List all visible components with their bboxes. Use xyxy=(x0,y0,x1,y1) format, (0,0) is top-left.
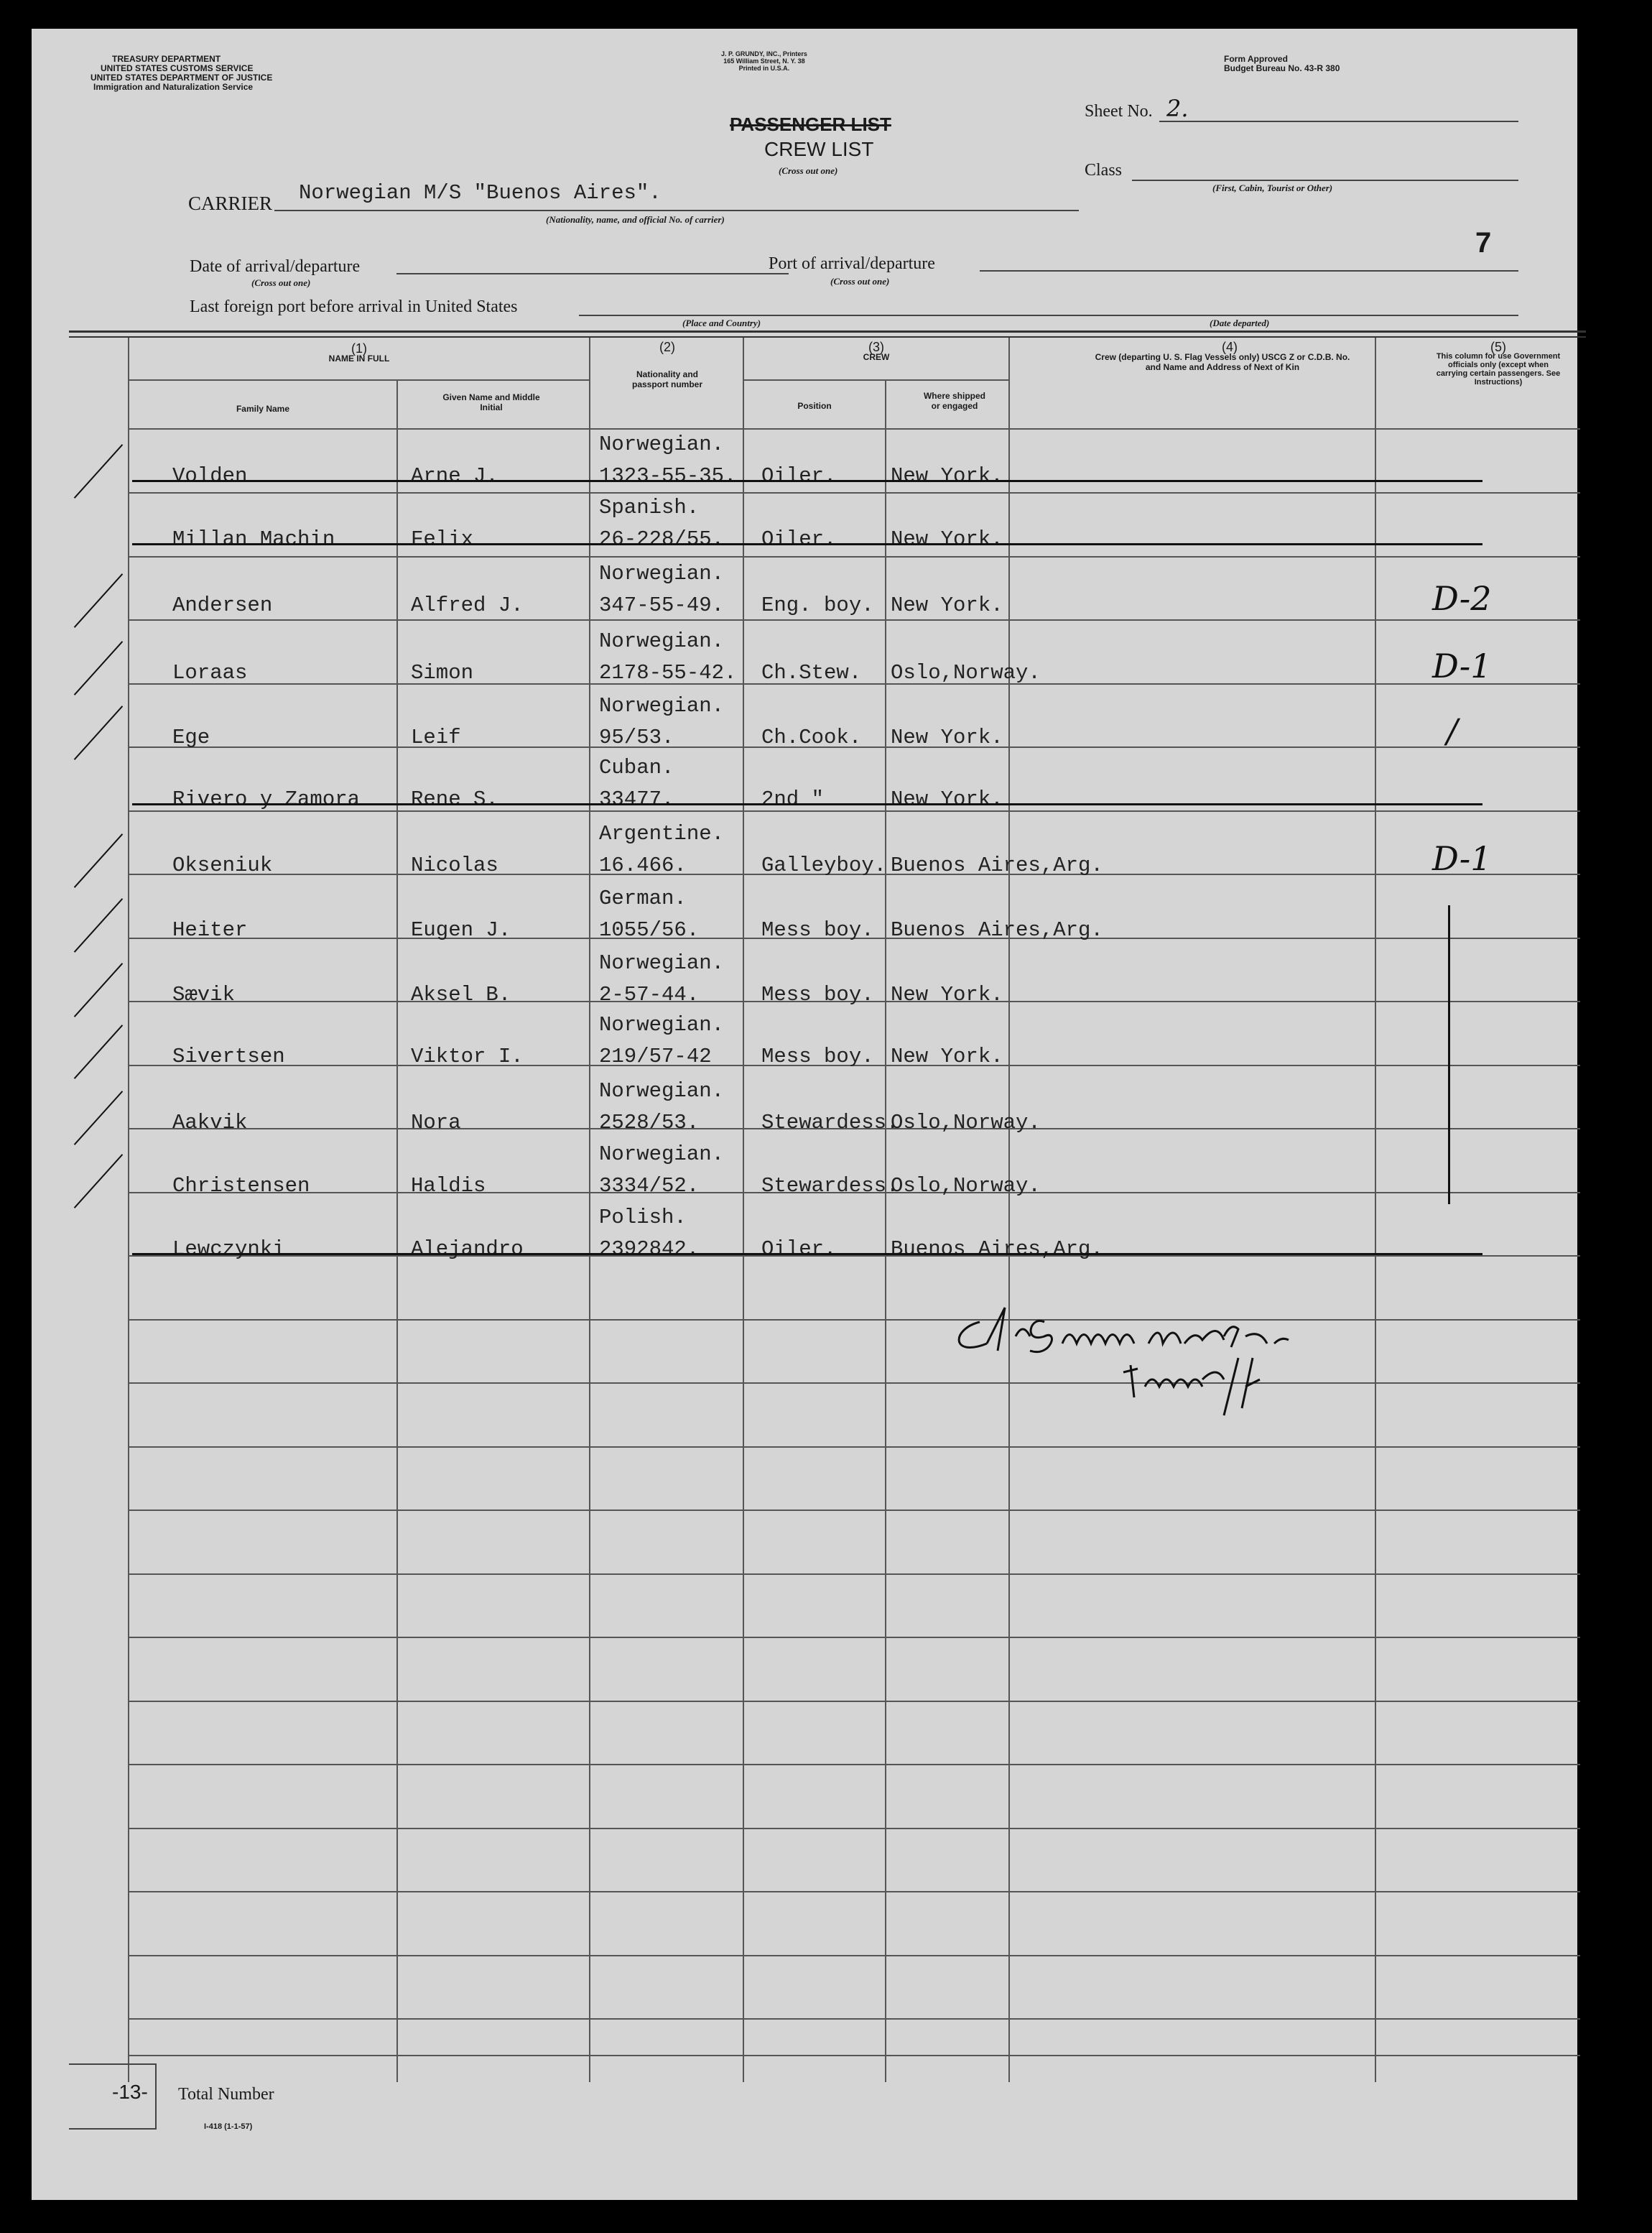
approval-line: Form Approved xyxy=(1224,54,1288,64)
position-cell: Ch.Cook. xyxy=(761,726,862,749)
shipped-header: Where shipped or engaged xyxy=(923,391,985,411)
check-mark xyxy=(74,706,123,760)
cross-out-hint: (Cross out one) xyxy=(779,165,838,176)
position-cell: Oiler. xyxy=(761,464,837,488)
family-name-header: Family Name xyxy=(236,404,290,414)
date-departed-hint: (Date departed) xyxy=(1210,318,1270,328)
check-mark xyxy=(74,1025,123,1079)
passport-number-cell: 1323-55-35. xyxy=(599,464,737,488)
port-label: Port of arrival/departure xyxy=(769,254,935,273)
position-cell: Galleyboy. xyxy=(761,854,887,877)
table-rule xyxy=(129,1955,1580,1956)
table-rule xyxy=(129,2018,1580,2020)
position-cell: Stewardess. xyxy=(761,1111,899,1134)
nationality-cell: Norwegian. xyxy=(599,1013,725,1037)
family-name-cell: Andersen xyxy=(172,593,273,617)
check-mark xyxy=(74,833,123,888)
table-rule xyxy=(129,2055,1580,2056)
agency-line: Immigration and Naturalization Service xyxy=(93,82,254,92)
passport-number-cell: 219/57-42 xyxy=(599,1045,712,1068)
passport-number-cell: 33477. xyxy=(599,787,674,811)
col4-header xyxy=(1093,342,1366,372)
agency-line: UNITED STATES DEPARTMENT OF JUSTICE xyxy=(91,73,273,83)
official-mark: D-2 xyxy=(1432,579,1492,618)
passport-number-cell: 3334/52. xyxy=(599,1174,700,1198)
given-name-cell: Nora xyxy=(411,1111,461,1134)
shipped-where-cell: Buenos Aires,Arg. xyxy=(891,854,1103,877)
position-cell: Mess boy. xyxy=(761,1045,874,1068)
nationality-cell: Norwegian. xyxy=(599,433,725,456)
passport-number-cell: 2528/53. xyxy=(599,1111,700,1134)
col4-number: (4) xyxy=(1222,340,1238,354)
check-mark xyxy=(74,444,123,499)
sheet-value: 2. xyxy=(1166,95,1189,122)
check-mark xyxy=(74,573,123,628)
strike-through-line xyxy=(132,803,1482,805)
table-rule xyxy=(129,1701,1580,1702)
table-rule xyxy=(129,1446,1580,1448)
col4-title: Crew (departing U. S. Flag Vessels only) USCG Z or C.D.B. No. and Name and Address of Next of Kin xyxy=(1095,352,1350,372)
col5-header xyxy=(1426,342,1570,387)
given-name-header: Given Name and Middle Initial xyxy=(442,392,540,412)
family-name-cell: Christensen xyxy=(172,1174,310,1198)
family-name-cell: Sævik xyxy=(172,983,236,1007)
shipped-where-cell: New York. xyxy=(891,787,1003,811)
shipped-where-cell: New York. xyxy=(891,726,1003,749)
nationality-cell: Norwegian. xyxy=(599,1142,725,1166)
passport-number-cell: 16.466. xyxy=(599,854,687,877)
position-cell: 2nd " xyxy=(761,787,825,811)
check-mark xyxy=(74,641,123,695)
nationality-cell: Norwegian. xyxy=(599,951,725,975)
table-rule xyxy=(129,1764,1580,1765)
col1-number: (1) xyxy=(351,341,367,356)
table-rule xyxy=(129,1828,1580,1829)
passport-number-cell: 2178-55-42. xyxy=(599,661,737,685)
col2-header xyxy=(606,342,728,389)
given-name-cell: Aksel B. xyxy=(411,983,511,1007)
total-value: -13- xyxy=(112,2081,148,2103)
given-name-cell: Simon xyxy=(411,661,474,685)
position-cell: Mess boy. xyxy=(761,918,874,942)
given-name-cell: Eugen J. xyxy=(411,918,511,942)
nationality-cell: German. xyxy=(599,887,687,910)
agency-block xyxy=(69,55,272,92)
check-mark xyxy=(74,1091,123,1145)
shipped-where-cell: New York. xyxy=(891,464,1003,488)
form-number: I-418 (1-1-57) xyxy=(204,2122,253,2131)
passport-number-cell: 26-228/55. xyxy=(599,527,725,551)
nationality-cell: Spanish. xyxy=(599,496,700,519)
shipped-where-cell: Oslo,Norway. xyxy=(891,661,1041,685)
check-mark xyxy=(74,963,123,1017)
passport-number-cell: 95/53. xyxy=(599,726,674,749)
passport-number-cell: 1055/56. xyxy=(599,918,700,942)
given-name-cell: Alejandro xyxy=(411,1237,524,1261)
given-name-cell: Haldis xyxy=(411,1174,486,1198)
table-rule xyxy=(129,1510,1580,1511)
nationality-cell: Cuban. xyxy=(599,756,674,780)
given-name-cell: Felix xyxy=(411,527,474,551)
shipped-where-cell: Buenos Aires,Arg. xyxy=(891,1237,1103,1261)
position-cell: Eng. boy. xyxy=(761,593,874,617)
family-name-cell: Millan Machin xyxy=(172,527,335,551)
last-port-label: Last foreign port before arrival in United States xyxy=(190,297,518,316)
table-rule xyxy=(129,1255,1580,1257)
carrier-hint: (Nationality, name, and official No. of carrier) xyxy=(546,214,725,225)
check-mark xyxy=(74,1154,123,1208)
class-label: Class xyxy=(1085,161,1123,180)
signature xyxy=(937,1279,1411,1423)
family-name-cell: Sivertsen xyxy=(172,1045,285,1068)
nationality-cell: Polish. xyxy=(599,1206,687,1229)
passport-number-cell: 2-57-44. xyxy=(599,983,700,1007)
given-name-cell: Alfred J. xyxy=(411,593,524,617)
given-name-cell: Leif xyxy=(411,726,461,749)
table-rule xyxy=(129,619,1580,621)
col5-title: This column for use Government officials only (except when carrying certain passengers. See Instructions) xyxy=(1436,352,1561,387)
nationality-cell: Norwegian. xyxy=(599,694,725,718)
crew-list-form xyxy=(32,29,1577,2200)
col1-header xyxy=(129,343,589,364)
port-cross-hint: (Cross out one) xyxy=(830,276,890,287)
shipped-where-cell: Oslo,Norway. xyxy=(891,1174,1041,1198)
official-mark: D-1 xyxy=(1432,839,1492,878)
shipped-where-cell: New York. xyxy=(891,593,1003,617)
printer-line: J. P. GRUNDY, INC., Printers xyxy=(721,50,807,57)
given-name-cell: Rene S. xyxy=(411,787,498,811)
position-cell: Mess boy. xyxy=(761,983,874,1007)
class-hint: (First, Cabin, Tourist or Other) xyxy=(1212,182,1333,193)
strike-through-line xyxy=(132,480,1482,482)
place-hint: (Place and Country) xyxy=(682,318,761,328)
passport-number-cell: 347-55-49. xyxy=(599,593,725,617)
given-name-cell: Nicolas xyxy=(411,854,498,877)
date-cross-hint: (Cross out one) xyxy=(251,277,311,288)
official-mark: D-1 xyxy=(1432,647,1492,685)
approval-block xyxy=(1224,55,1340,73)
table-rule xyxy=(129,556,1580,558)
family-name-cell: Loraas xyxy=(172,661,248,685)
table-rule xyxy=(129,1573,1580,1575)
passport-number-cell: 2392842. xyxy=(599,1237,700,1261)
nationality-cell: Norwegian. xyxy=(599,629,725,653)
family-name-cell: Rivero y Zamora xyxy=(172,787,361,811)
col3-title: CREW xyxy=(863,352,890,362)
shipped-where-cell: New York. xyxy=(891,983,1003,1007)
page-mark: 7 xyxy=(1475,227,1492,259)
shipped-where-cell: Oslo,Norway. xyxy=(891,1111,1041,1134)
total-label: Total Number xyxy=(178,2085,274,2104)
nationality-cell: Norwegian. xyxy=(599,1079,725,1103)
printer-block xyxy=(721,50,807,72)
printer-line: 165 William Street, N. Y. 38 xyxy=(723,57,805,65)
table-rule xyxy=(129,492,1580,494)
official-mark: / xyxy=(1447,711,1458,750)
date-label: Date of arrival/departure xyxy=(190,257,361,276)
family-name-cell: Ege xyxy=(172,726,210,749)
family-name-cell: Aakvik xyxy=(172,1111,248,1134)
shipped-where-cell: New York. xyxy=(891,527,1003,551)
family-name-cell: Lewczynki xyxy=(172,1237,285,1261)
nationality-cell: Argentine. xyxy=(599,822,725,846)
position-cell: Ch.Stew. xyxy=(761,661,862,685)
table-rule xyxy=(129,1637,1580,1638)
strike-through-line xyxy=(132,1253,1482,1255)
nationality-cell: Norwegian. xyxy=(599,562,725,586)
family-name-cell: Okseniuk xyxy=(172,854,273,877)
approval-line: Budget Bureau No. 43-R 380 xyxy=(1224,63,1340,73)
col2-title: Nationality and passport number xyxy=(631,369,702,389)
col3-number: (3) xyxy=(868,340,884,354)
shipped-where-cell: New York. xyxy=(891,1045,1003,1068)
printer-line: Printed in U.S.A. xyxy=(738,65,790,72)
carrier-value: Norwegian M/S "Buenos Aires". xyxy=(299,181,662,205)
strike-through-line xyxy=(132,543,1482,545)
agency-line: TREASURY DEPARTMENT xyxy=(112,54,221,64)
family-name-cell: Heiter xyxy=(172,918,248,942)
check-mark xyxy=(74,898,123,953)
position-cell: Oiler. xyxy=(761,527,837,551)
shipped-where-cell: Buenos Aires,Arg. xyxy=(891,918,1103,942)
crew-list-label: CREW LIST xyxy=(764,138,874,160)
col1-title: NAME IN FULL xyxy=(328,353,390,364)
given-name-cell: Arne J. xyxy=(411,464,498,488)
col2-number: (2) xyxy=(659,340,675,354)
agency-line: UNITED STATES CUSTOMS SERVICE xyxy=(101,63,254,73)
given-name-cell: Viktor I. xyxy=(411,1045,524,1068)
position-header: Position xyxy=(797,401,832,411)
col5-number: (5) xyxy=(1490,340,1506,354)
official-mark-bar xyxy=(1448,905,1450,1204)
family-name-cell: Volden xyxy=(172,464,248,488)
table-rule xyxy=(129,1891,1580,1892)
position-cell: Stewardess. xyxy=(761,1174,899,1198)
carrier-label: CARRIER xyxy=(188,193,273,214)
passenger-list-label: PASSENGER LIST xyxy=(730,114,891,135)
position-cell: Oiler. xyxy=(761,1237,837,1261)
sheet-label: Sheet No. xyxy=(1085,102,1153,121)
col3-header xyxy=(744,342,1008,362)
